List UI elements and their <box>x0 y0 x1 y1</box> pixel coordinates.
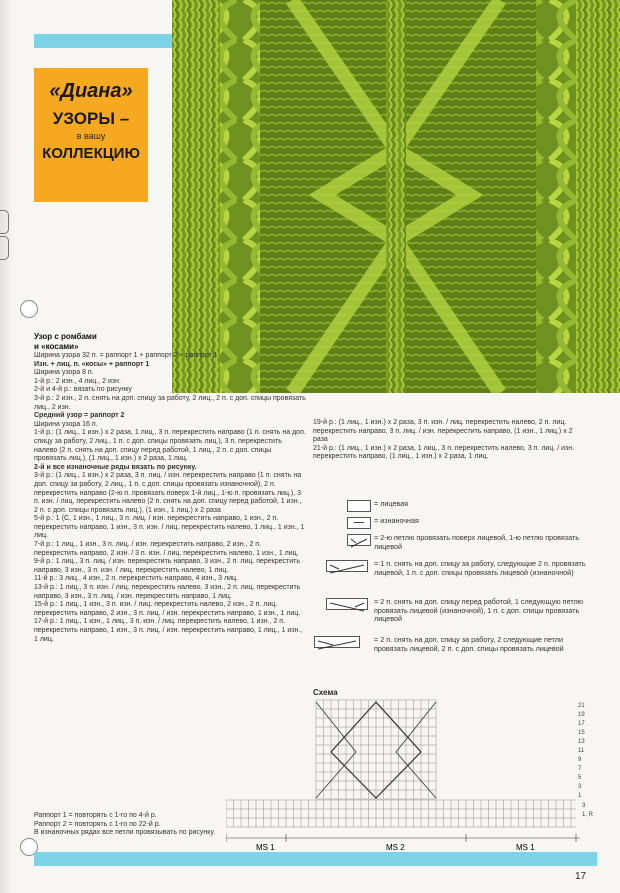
cable-right-icon <box>327 564 367 574</box>
pattern-footer <box>34 812 234 838</box>
brand-name: «Диана» <box>49 80 133 102</box>
row-number: 1 <box>578 793 582 799</box>
pattern-paragraph: Ширина узора 8 п. <box>34 369 94 377</box>
row-number: 3 <box>582 803 586 809</box>
pattern-instructions <box>34 332 306 644</box>
pattern-paragraph: 5-й р.: 1 (С, 1 изн., 1 лиц., 3 п. лиц. / изн. перекрестить направо, 1 изн., 2 п. перекрестить направо, 1 изн., 3 п. изн. / лиц. перекрестить налево, 1 лиц., 1 изн., 1 лиц. <box>34 515 305 540</box>
pattern-paragraph: 2-й и все изнаночные ряды вязать по рисунку. <box>34 463 197 471</box>
legend-text: = 2 п. снять на доп. спицу за работу, 2 следующие петли провязать лицевой, 2 п. с доп. спицы провязать лицевой <box>374 635 564 653</box>
row-number: 7 <box>578 766 582 772</box>
pattern-paragraph: 11-й р.: 3 лиц., 4 изн., 2 п. перекрестить направо, 4 изн., 3 лиц. <box>34 575 238 583</box>
footer-line: Раппорт 2 = повторять с 1-го по 22-й р. <box>34 820 161 828</box>
footer-line: В изнаночных рядах все петли провязывать по рисунку. <box>34 829 216 837</box>
chart-grid-base <box>226 800 576 827</box>
legend-text: = лицевая <box>374 499 409 508</box>
row-number: 5 <box>578 775 582 781</box>
legend-text: = 2-ю петлю провязать поверх лицевой, 1-ю петлю провязать лицевой <box>374 533 579 551</box>
row-number: 3 <box>578 784 582 790</box>
pattern-instructions-right <box>313 419 585 462</box>
brand-line-patterns: УЗОРЫ – <box>52 109 130 128</box>
pattern-paragraph: 21-й р.: (1 лиц., 1 изн.) х 2 раза, 1 лиц., 3 п. перекрестить налево, 3 п. лиц. / изн. перекрестить направо, (1 лиц., 1 изн.) х 2 раза, 1 лиц. <box>313 444 575 461</box>
pattern-title: Узор с ромбами <box>34 332 97 341</box>
row-number: 9 <box>578 757 582 763</box>
legend-symbol-cable-4 <box>314 636 360 648</box>
page-number: 17 <box>575 871 587 882</box>
cable-left-icon <box>327 602 367 612</box>
pattern-paragraph: 9-й р.: 1 лиц., 3 п. лиц. / изн. перекрестить направо, 3 изн., 2 п. лиц. перекрестить направо, 3 изн., 3 п. изн. / лиц. перекрестить налево, 1 лиц. <box>34 558 301 574</box>
cable-four-icon <box>315 640 359 650</box>
page-binding <box>0 0 14 893</box>
legend-symbol-knit <box>347 500 371 512</box>
row-number: 11 <box>578 748 585 754</box>
row-number: 17 <box>578 721 585 727</box>
punch-hole <box>20 300 38 318</box>
pattern-paragraph: Изн. + лиц. п. «косы» + раппорт 1 <box>34 360 150 368</box>
brand-line-collection: КОЛЛЕКЦИЮ <box>42 145 140 162</box>
knitting-chart <box>226 698 580 856</box>
pattern-paragraph: 7-й р.: 1 лиц., 1 изн., 3 п. лиц. / изн. перекрестить направо, 2 изн., 2 п. перекрестить направо, 2 изн. / 3 п. изн. / лиц. перекрестить налево, 1 изн., 1 лиц. <box>34 541 299 557</box>
legend-symbol-cross-left <box>326 598 368 610</box>
legend-symbol-purl <box>347 517 371 529</box>
legend-text: = 1 п. снять на доп. спицу за работу, следующие 2 п. провязать лицевой, 1 п. с доп. спицы провязать лицевой (изнаночной) <box>374 559 586 577</box>
binding-clip <box>0 236 9 260</box>
pattern-paragraph: 3-й р.: (1 лиц., 1 изн.) х 2 раза, 3 п. лиц. / изн. перекрестить направо (1 п. снять на доп. спицу за работу, 2 лиц., 1 п. с доп. спицы провязать изнаночной), 2 п. перекрестить направо (2-ю п. провязать поверх 1-й лиц., 1-ю п. провязать лиц.), 3 п. изн. / лиц. перекрестить налево (2 п. снять на доп. спицу перед работой, 1 изн., 2 п. с доп. спицы провязать лиц.), (1 изн., 1 лиц.) х 2 раза <box>34 472 302 514</box>
pattern-paragraph: 15-й р.: 1 лиц., 1 изн., 3 п. изн. / лиц. перекрестить налево, 2 изн., 2 п. лиц. перекрестить направо, 2 изн., 3 п. лиц. / изн. перекрестить направо, 1 изн., 1 лиц. <box>34 601 301 617</box>
pattern-paragraph: 13-й р.: 1 лиц., 3 п. изн. / лиц. перекрестить налево, 3 изн., 2 п. лиц. перекрестить направо, 3 изн., 3 п. лиц. / изн. перекрестить направо, 1 лиц. <box>34 584 301 600</box>
ms-label: MS 2 <box>386 843 405 852</box>
legend-symbol-cross <box>347 534 371 546</box>
legend-symbol-cross-right <box>326 560 368 572</box>
row-number: 13 <box>578 739 585 745</box>
pattern-paragraph: 3-й р.: 2 изн., 2 п. снять на доп. спицу за работу, 2 лиц., 2 п. с доп. спицы провязать лиц., 2 изн. <box>34 394 306 411</box>
row-number: 15 <box>578 730 585 736</box>
brand-line-into: в вашу <box>76 131 106 141</box>
legend-text: = изнаночная <box>374 516 419 525</box>
pattern-paragraph: 1-й р.: (1 лиц., 1 изн.) х 2 раза, 1 лиц., 3 п. перекрестить направо (1 п. снять на доп. спицу за работу, 2 лиц., 1 п. с доп. спицы провязать лиц.), 3 п. перекрестить налево (2 п. снять на доп. спицу перед работой, 1 лиц., 2 п. с доп. спицы провязать лиц.), (1 лиц., 1 изн.) х 2 раза, 1 лиц. <box>34 429 306 463</box>
binding-clip <box>0 210 9 234</box>
row-number: 21 <box>578 703 585 709</box>
pattern-paragraph: Ширина узора 32 п. = раппорт 1 + раппорт 2 + раппорт 1 <box>34 352 218 359</box>
pattern-paragraph: Средний узор = раппорт 2 <box>34 412 125 420</box>
cross-stitch-icon <box>348 538 370 548</box>
pattern-paragraph: 17-й р.: 1 лиц., 1 изн., 1 лиц., 3 п. изн. / лиц. перекрестить налево, 1 изн., 2 п. перекрестить направо, 1 изн., 3 п. лиц. / изн. перекрестить направо, 1 лиц., 1 изн., 1 лиц. <box>34 618 303 643</box>
pattern-paragraph: 1-й р.: 2 изн., 4 лиц., 2 изн. <box>34 377 121 385</box>
pattern-paragraph: 19-й р.: (1 лиц., 1 изн.) х 2 раза, 3 п. изн. / лиц. перекрестить налево, 2 п. лиц. перекрестить направо, 3 п. лиц. / изн. перекрестить направо, (1 изн., 1 лиц.) х 2 раза <box>313 419 573 444</box>
footer-line: Раппорт 1 = повторять с 1-го по 4-й р. <box>34 812 157 819</box>
pattern-subtitle: и «косами» <box>34 342 79 351</box>
row-number: 1, R <box>582 812 594 818</box>
ms-label: MS 1 <box>516 843 535 852</box>
brand-box <box>34 68 148 202</box>
legend-text: = 2 п. снять на доп. спицу перед работой, 1 следующую петлю провязать лицевой (изнаночной), 1 п. с доп. спицы провязать лицевой <box>374 597 584 623</box>
ms-label: MS 1 <box>256 843 275 852</box>
row-number: 19 <box>578 712 585 718</box>
scheme-title: Схема <box>313 688 338 697</box>
pattern-paragraph: Ширина узора 16 п. <box>34 420 98 428</box>
pattern-paragraph: 2-й и 4-й р.: вязать по рисунку <box>34 386 132 394</box>
cyan-stripe-top <box>34 34 176 48</box>
